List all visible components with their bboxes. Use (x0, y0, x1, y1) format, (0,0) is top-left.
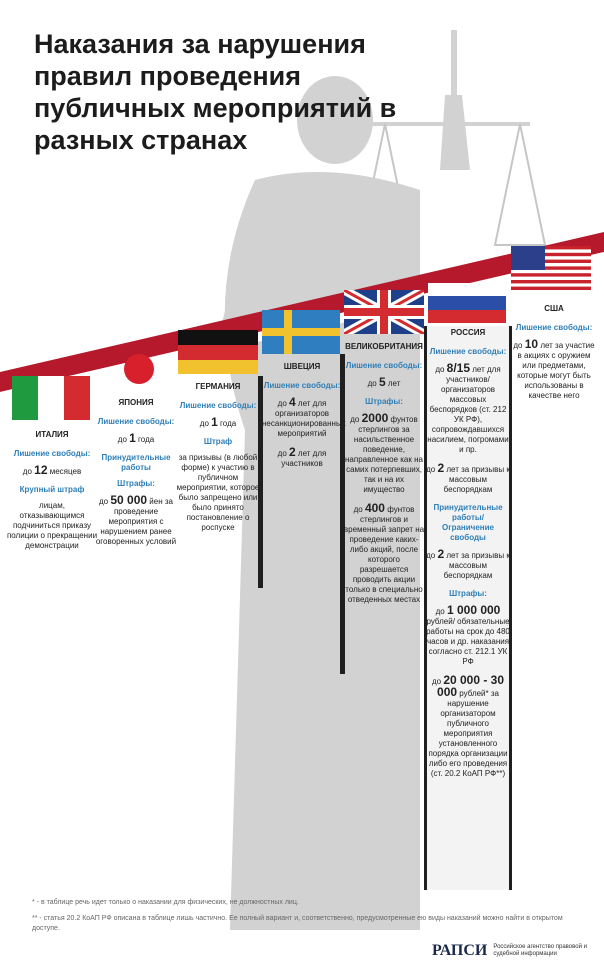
penalty-amount: 2 (289, 445, 296, 459)
penalty-suffix: месяцев (47, 467, 82, 476)
column-japan (92, 398, 180, 555)
penalty-prefix: до (199, 419, 212, 428)
country-name: США (544, 304, 564, 313)
penalty-amount: 2 (437, 547, 445, 561)
penalty-suffix: года (217, 419, 237, 428)
country-name: ВЕЛИКОБРИТАНИЯ (345, 342, 423, 351)
country-name: ЯПОНИЯ (118, 398, 154, 407)
penalty-detail (6, 465, 98, 477)
penalty-suffix: лет за призывы к массовым беспорядкам (443, 465, 510, 494)
penalty-detail (343, 377, 425, 389)
penalty-suffix: лет для организаторов несанкционированных мероприятий (262, 399, 346, 438)
penalty-category: Лишение свободы: (429, 347, 507, 356)
penalty-prefix: до (277, 449, 289, 458)
rapsi-logo (432, 942, 588, 960)
russia-flag (428, 283, 506, 323)
penalty-suffix: лет за призывы к массовым беспорядкам (443, 551, 510, 580)
penalty-detail (262, 447, 342, 469)
logo-org: Российское агентство правовой и судебной информации (493, 944, 587, 957)
germany-flag (178, 330, 258, 374)
penalty-amount: 12 (34, 463, 48, 477)
penalty-suffix: лет для участников (281, 449, 327, 468)
penalty-category: Лишение свободы: (345, 361, 423, 370)
penalty-detail (426, 549, 510, 581)
penalty-detail (343, 503, 425, 605)
penalty-prefix: до (426, 465, 438, 474)
penalty-suffix: йен за проведение мероприятия с нарушением ранее оговоренных условий (95, 497, 177, 546)
penalty-detail (426, 605, 510, 667)
penalty-category: Принудительные работы/ Ограничение свободы (433, 503, 503, 542)
penalty-amount: 4 (289, 395, 296, 409)
penalty-detail (426, 675, 510, 779)
penalty-prefix: до (513, 341, 525, 350)
footnote-1: * - в таблице речь идет только о наказании для физических, не должностных лиц. (32, 899, 299, 906)
page-title: Наказания за нарушения правил проведения публичных мероприятий в разных странах (34, 29, 397, 155)
column-italy (6, 430, 98, 559)
penalty-category: Штрафы: (449, 589, 487, 598)
country-name: РОССИЯ (450, 328, 486, 337)
penalty-amount: 1 (129, 431, 136, 445)
penalty-category: Штрафы: (117, 479, 155, 488)
penalty-prefix: до (350, 415, 362, 424)
penalty-category: Крупный штраф (19, 485, 85, 494)
country-name: ИТАЛИЯ (35, 430, 69, 439)
penalty-detail (343, 413, 425, 495)
penalty-suffix: года (135, 435, 155, 444)
penalty-detail (176, 417, 260, 429)
penalty-amount: 2 (437, 461, 445, 475)
penalty-category: Штрафы: (365, 397, 403, 406)
penalty-suffix: лет (385, 379, 401, 388)
japan-flag (115, 351, 163, 387)
penalty-amount: 2000 (361, 411, 389, 425)
penalty-prefix: до (435, 365, 447, 374)
footnote-2: ** - статья 20.2 КоАП РФ описана в таблице лишь частично. Ее полный вариант и, соответственно, предусмотренные ею виды наказаний можно найти в открытом доступе. (32, 915, 563, 932)
penalty-detail (426, 463, 510, 495)
penalty-detail (426, 363, 510, 455)
penalty-prefix: до (117, 435, 130, 444)
column-usa (511, 304, 597, 409)
penalty-amount: 1 (211, 415, 218, 429)
penalty-prefix: до (431, 677, 444, 686)
penalty-detail (92, 495, 180, 547)
penalty-suffix: рублей/ обязательные работы на срок до 480 часов и др. наказания согласно ст. 212.1 УК РФ (426, 617, 510, 666)
uk-flag (344, 290, 424, 334)
penalty-amount: 10 (524, 337, 539, 351)
italy-flag (12, 376, 90, 420)
country-name: ГЕРМАНИЯ (195, 382, 241, 391)
penalty-amount: 8/15 (446, 361, 471, 375)
penalty-prefix: до (367, 379, 379, 388)
penalty-suffix: лет за участие в акциях с оружием или предметами, которые могут быть использованы в качестве него (517, 341, 595, 400)
penalty-category: Штраф (203, 437, 233, 446)
penalty-prefix: до (277, 399, 289, 408)
penalty-detail: за призывы (в любой форме) к участию в публичном мероприятии, которое было запрещено или было принято постановление о роспуске (176, 453, 260, 532)
penalty-amount: 50 000 (110, 493, 148, 507)
column-germany (176, 382, 260, 541)
penalty-amount: 400 (364, 501, 385, 515)
penalty-suffix: фунтов стерлингов и временный запрет на проведение каких-либо акций, после которого разрешается проводить акции только в специально отведенных местах (343, 505, 425, 604)
penalty-detail (511, 339, 597, 401)
penalty-prefix: до (426, 551, 438, 560)
penalty-category: Лишение свободы: (263, 381, 341, 390)
penalty-category: Лишение свободы: (13, 449, 91, 458)
column-russia (426, 328, 510, 787)
logo-brand: РАПСИ (432, 942, 488, 959)
penalty-prefix: до (99, 497, 111, 506)
penalty-detail (92, 433, 180, 445)
column-uk (343, 342, 425, 613)
penalty-category: Лишение свободы: (97, 417, 175, 426)
penalty-detail (262, 395, 346, 439)
penalty-detail: лицам, отказывающимся подчиниться приказу полиции о прекращении демонстрации (6, 501, 98, 550)
penalty-suffix: рублей* за нарушение организатором публичного мероприятия установленного порядка организации либо его проведения (ст. 20.2 КоАП РФ**) (428, 689, 508, 778)
penalty-amount: 5 (378, 375, 386, 389)
country-name: ШВЕЦИЯ (283, 362, 321, 371)
penalty-prefix: до (353, 505, 365, 514)
penalty-category: Принудительные работы (101, 453, 171, 472)
penalty-prefix: до (22, 467, 35, 476)
penalty-category: Лишение свободы: (515, 323, 593, 332)
penalty-prefix: до (435, 607, 447, 616)
penalty-amount: 1 000 000 (446, 603, 501, 617)
penalty-suffix: фунтов стерлингов за насильственное поведение, направленное как на самих потерпевших, так и на их имущество (345, 415, 423, 494)
penalty-category: Лишение свободы: (179, 401, 257, 410)
column-sweden (262, 362, 346, 477)
penalty-amount: 20 000 - 30 000 (437, 673, 505, 699)
usa-flag (511, 246, 591, 290)
penalty-suffix: лет для участников/организаторов массовых беспорядков (ст. 212 УК РФ), сопровождавшихся насилием, погромами и пр. (427, 365, 509, 454)
sweden-flag (262, 310, 340, 354)
